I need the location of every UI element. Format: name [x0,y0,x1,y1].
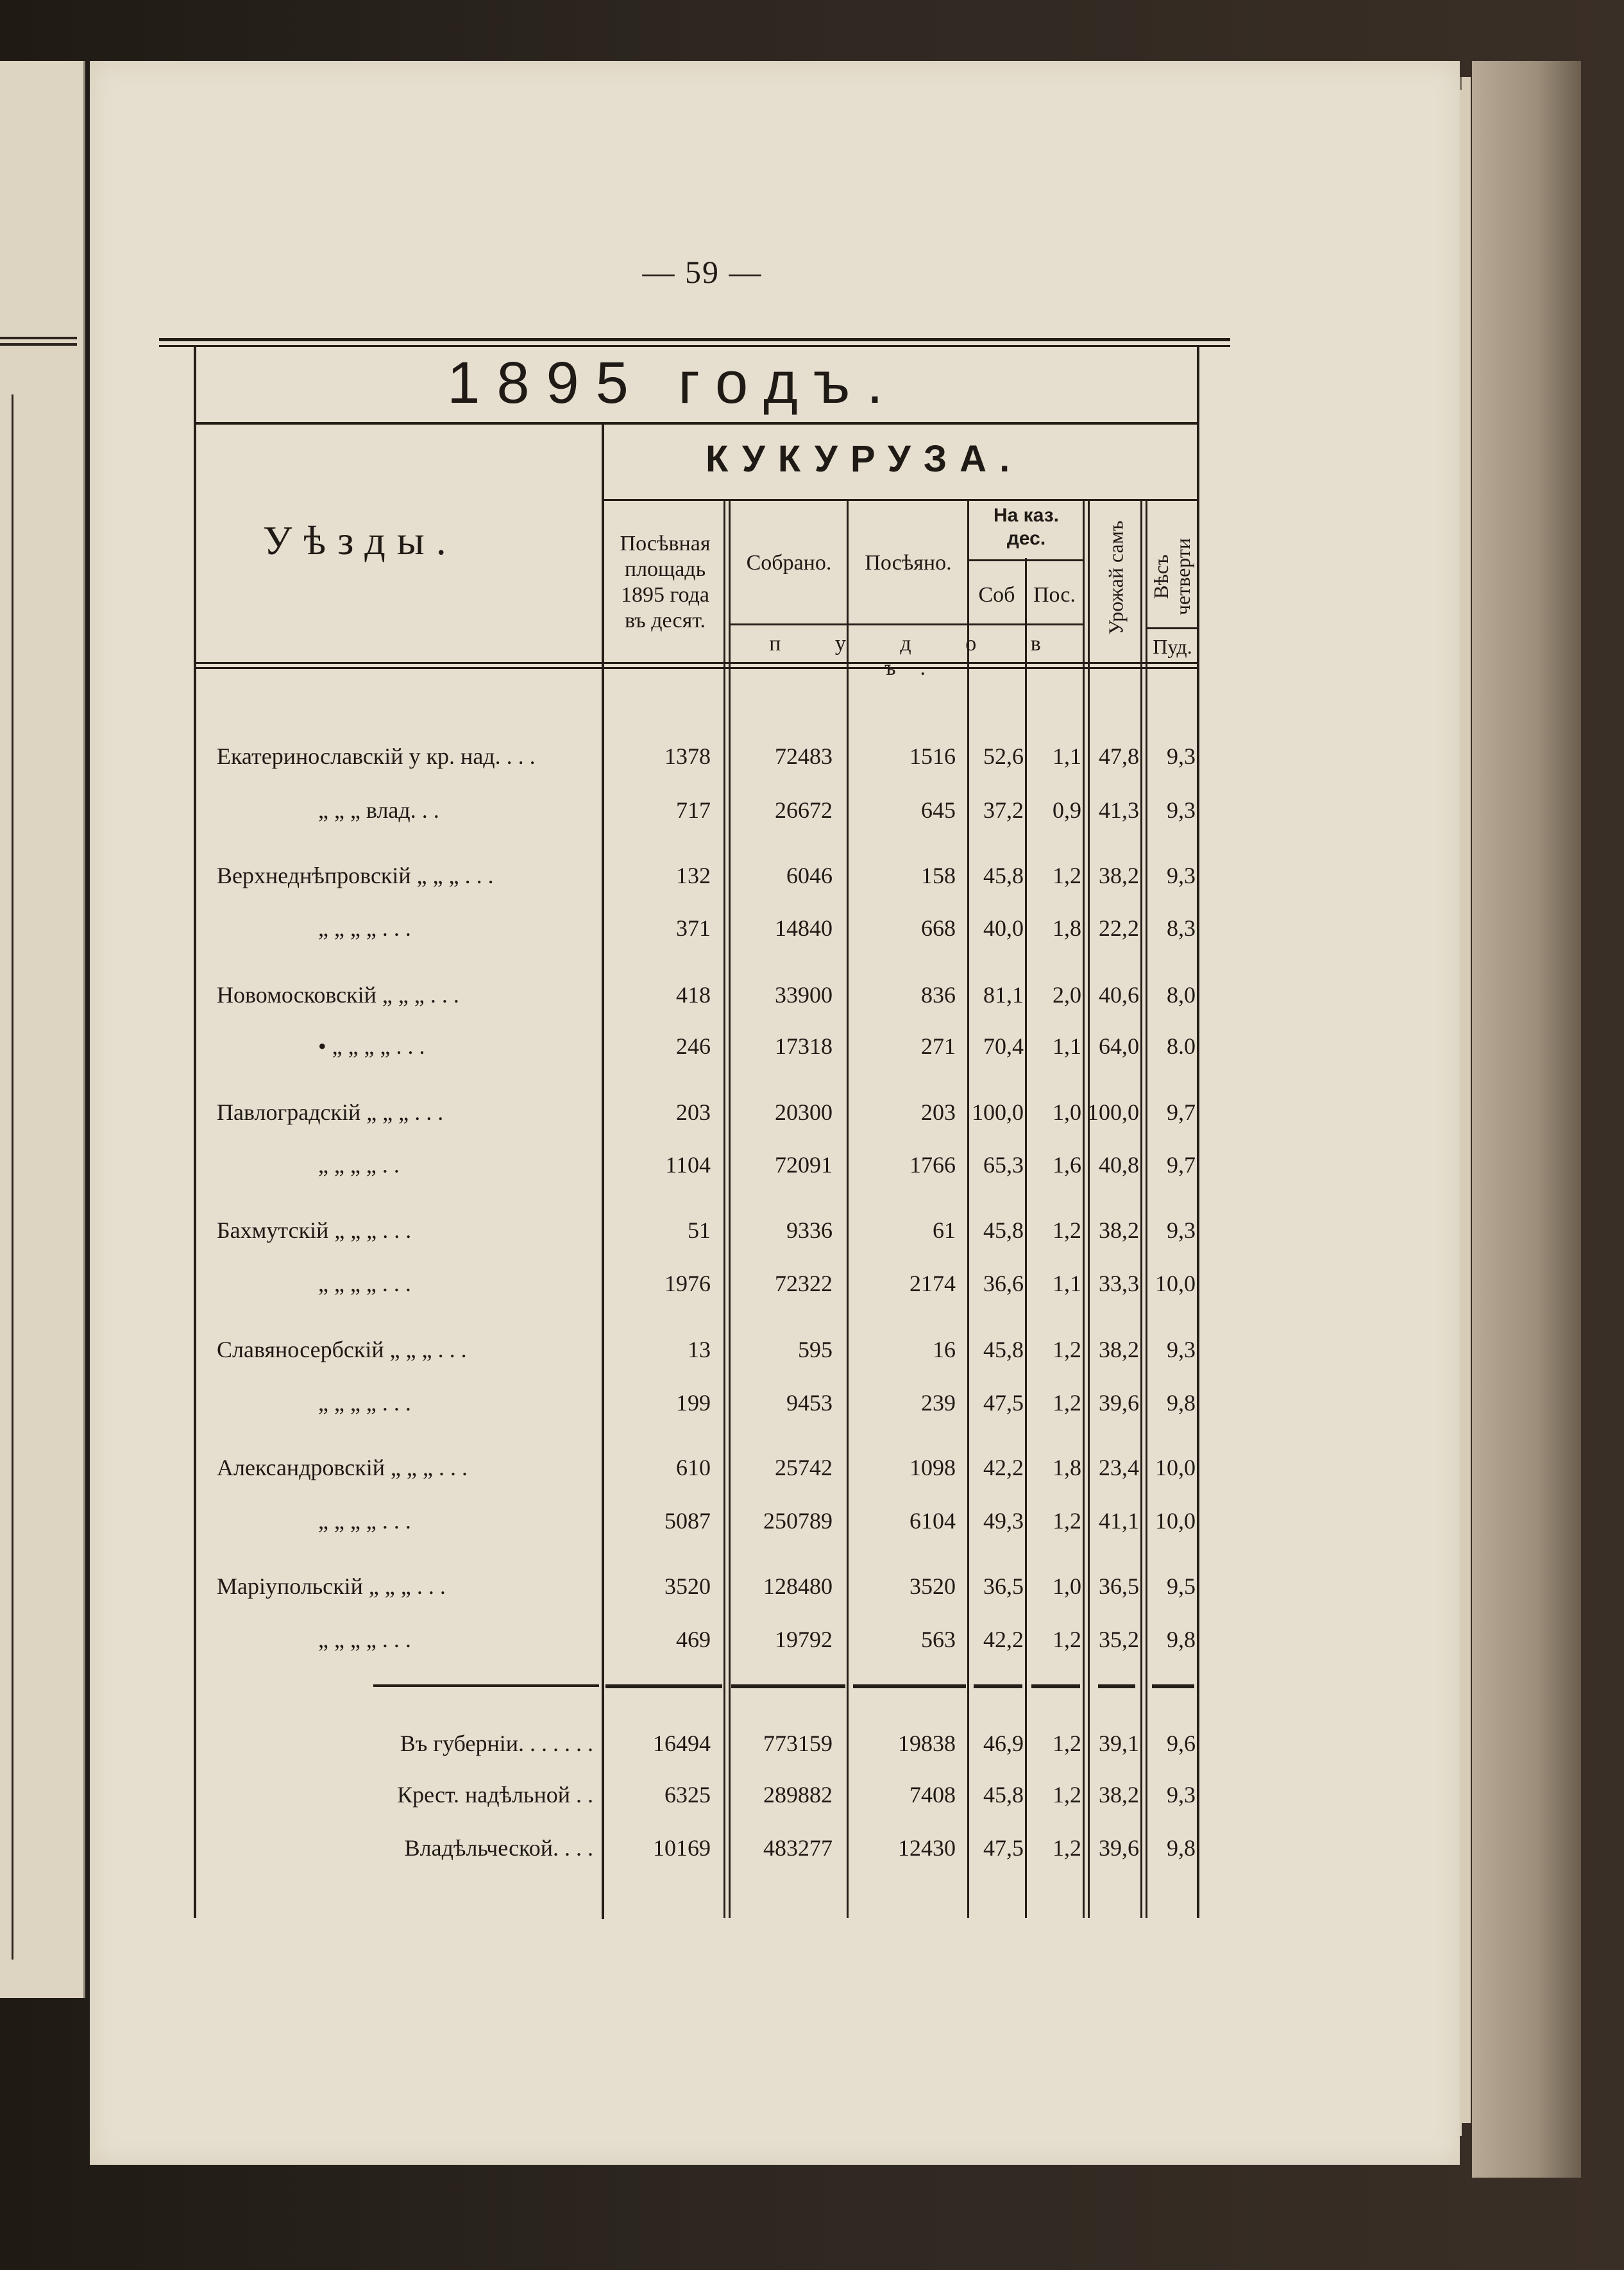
sown-cell: 158 [921,863,956,888]
per-pos-cell: 1,2 [1053,1217,1081,1243]
yield-cell: 39,1 [1099,1731,1139,1756]
yield-cell: 47,8 [1099,743,1139,769]
collected-header: Собрано. [746,551,832,575]
per-sob-cell: 45,8 [983,1782,1024,1808]
total-separator [1152,1684,1194,1688]
yield-cell: 41,3 [1099,797,1139,823]
weight-cell: 10,0 [1155,1455,1196,1480]
per-sob-cell: 45,8 [983,1337,1024,1362]
area-cell: 5087 [664,1508,711,1534]
sown-cell: 563 [921,1627,956,1652]
per-pos-cell: 1,2 [1053,1337,1081,1362]
area-header-line: Посѣвная [620,532,711,555]
poods-units-header: п у д о в ъ. [769,632,1065,680]
collected-cell: 14840 [775,915,833,941]
weight-cell: 9,7 [1167,1152,1196,1178]
column-rule [847,500,849,1918]
weight-cell: 9,3 [1167,1217,1196,1243]
table-row [0,981,1283,1026]
area-cell: 203 [676,1099,711,1125]
per-sob-cell: 100,0 [972,1099,1024,1125]
collected-cell: 483277 [763,1835,833,1861]
table-row [0,862,1283,907]
weight-cell: 9,8 [1167,1835,1196,1861]
yield-cell: 41,1 [1099,1508,1139,1534]
table-row [0,1507,1283,1552]
per-pos-cell: 1,2 [1053,1731,1081,1756]
total-label: Владѣльческой. . . . [404,1835,593,1861]
title-rule [196,422,1198,425]
sown-cell: 7408 [909,1782,956,1808]
area-cell: 3520 [664,1573,711,1599]
per-sob-cell: 45,8 [983,863,1024,888]
total-separator [605,1684,722,1688]
weight-cell: 9,3 [1167,1337,1196,1362]
sown-cell: 1766 [909,1152,956,1178]
sown-cell: 203 [921,1099,956,1125]
area-cell: 371 [676,915,711,941]
weight-cell: 9,3 [1167,797,1196,823]
collected-cell: 9453 [786,1390,833,1416]
sown-cell: 836 [921,982,956,1008]
total-row [0,1730,1283,1775]
per-sob-cell: 52,6 [983,743,1024,769]
weight-cell: 8,3 [1167,915,1196,941]
table-row [0,1033,1283,1078]
per-des-sob-header: Соб [978,583,1015,607]
area-cell: 469 [676,1627,711,1652]
page-number: — 59 — [642,254,763,290]
per-pos-cell: 1,1 [1053,743,1081,769]
sown-cell: 239 [921,1390,956,1416]
sown-cell: 19838 [898,1731,956,1756]
table-row [0,743,1283,788]
total-row [0,1781,1283,1826]
per-pos-cell: 1,0 [1053,1099,1081,1125]
district-name: Екатеринославскій у кр. над. . . . [217,743,536,769]
yield-cell: 38,2 [1099,1337,1139,1362]
per-pos-cell: 1,2 [1053,1627,1081,1652]
area-cell: 1976 [664,1271,711,1296]
area-cell: 717 [676,797,711,823]
collected-cell: 20300 [775,1099,833,1125]
per-sob-cell: 65,3 [983,1152,1024,1178]
area-cell: 199 [676,1390,711,1416]
per-pos-cell: 1,2 [1053,863,1081,888]
weight-cell: 9,7 [1167,1099,1196,1125]
area-cell: 610 [676,1455,711,1480]
table-row [0,1336,1283,1381]
collected-cell: 773159 [763,1731,833,1756]
per-pos-cell: 1,6 [1053,1152,1081,1178]
yield-cell: 38,2 [1099,1217,1139,1243]
collected-cell: 25742 [775,1455,833,1480]
area-header-line: въ десят. [624,609,706,632]
table-row [0,797,1283,842]
collected-cell: 17318 [775,1033,833,1059]
per-pos-cell: 1,1 [1053,1033,1081,1059]
column-rule [729,500,731,1918]
sown-cell: 1516 [909,743,956,769]
yield-cell: 39,6 [1099,1835,1139,1861]
area-cell: 1378 [664,743,711,769]
table-row [0,915,1283,960]
column-rule [1083,500,1085,1918]
area-header-line: площадь [624,557,706,581]
sown-cell: 1098 [909,1455,956,1480]
district-ditto: „ „ „ „ . . . [318,1390,411,1416]
table-row [0,1573,1283,1618]
collected-cell: 289882 [763,1782,833,1808]
per-pos-cell: 1,2 [1053,1508,1081,1534]
yield-cell: 39,6 [1099,1390,1139,1416]
area-cell: 13 [688,1337,711,1362]
top-rule [159,338,1230,341]
district-name: Александровскій „ „ „ . . . [217,1455,468,1480]
per-pos-cell: 1,0 [1053,1573,1081,1599]
quarter-weight-line: четверти [1171,538,1194,616]
district-name: Павлоградскій „ „ „ . . . [217,1099,444,1125]
table-row [0,1270,1283,1315]
districts-header: Уѣзды. [263,518,458,563]
yield-fold-header: Урожай самъ [1104,520,1128,635]
collected-cell: 9336 [786,1217,833,1243]
header-rule [968,559,1084,561]
collected-cell: 33900 [775,982,833,1008]
sown-cell: 645 [921,797,956,823]
collected-cell: 19792 [775,1627,833,1652]
column-rule [1088,500,1090,1918]
area-header [605,531,725,634]
district-ditto: „ „ „ „ . . . [318,1508,411,1534]
total-label: Въ губерніи. . . . . . . [400,1731,593,1756]
weight-cell: 9,8 [1167,1627,1196,1652]
weight-cell: 10,0 [1155,1271,1196,1296]
area-header-line: 1895 года [620,583,709,607]
sown-cell: 668 [921,915,956,941]
yield-cell: 38,2 [1099,863,1139,888]
district-name: Новомосковскій „ „ „ . . . [217,982,459,1008]
district-ditto: „ „ „ „ . . . [318,915,411,941]
sown-header: Посѣяно. [865,551,952,575]
area-cell: 1104 [665,1152,711,1178]
collected-cell: 595 [798,1337,833,1362]
collected-cell: 250789 [763,1508,833,1534]
table-row [0,1454,1283,1499]
per-pos-cell: 1,2 [1053,1782,1081,1808]
yield-cell: 40,6 [1099,982,1139,1008]
sown-cell: 2174 [909,1271,956,1296]
book-cover-edge [1472,61,1581,2178]
per-sob-cell: 49,3 [983,1508,1024,1534]
pud-units-header: Пуд. [1153,635,1192,658]
per-sob-cell: 45,8 [983,1217,1024,1243]
total-row [0,1834,1283,1879]
total-separator [731,1684,845,1688]
table-row [0,1151,1283,1196]
sown-cell: 3520 [909,1573,956,1599]
per-sob-cell: 81,1 [983,982,1024,1008]
district-ditto: „ „ „ „ . . . [318,1271,411,1296]
per-pos-cell: 1,8 [1053,1455,1081,1480]
sown-cell: 12430 [898,1835,956,1861]
yield-cell: 23,4 [1099,1455,1139,1480]
per-desyatina-header [968,504,1084,550]
header-rule [729,623,1084,625]
weight-cell: 9,3 [1167,1782,1196,1808]
weight-cell: 9,3 [1167,743,1196,769]
area-cell: 246 [676,1033,711,1059]
column-rule [723,500,725,1918]
weight-cell: 10,0 [1155,1508,1196,1534]
district-ditto: „ „ „ „ . . . [318,1627,411,1652]
table-row [0,1217,1283,1262]
district-ditto: • „ „ „ „ . . . [318,1033,425,1059]
collected-cell: 72091 [775,1152,833,1178]
quarter-weight-header [1150,519,1194,634]
weight-cell: 9,6 [1167,1731,1196,1756]
collected-cell: 26672 [775,797,833,823]
per-desyatina-line: дес. [1006,528,1046,549]
total-separator [974,1684,1022,1688]
total-label: Крест. надѣльной . . [397,1782,593,1808]
yield-cell: 22,2 [1099,915,1139,941]
per-sob-cell: 42,2 [983,1455,1024,1480]
collected-cell: 72322 [775,1271,833,1296]
per-pos-cell: 1,1 [1053,1271,1081,1296]
left-page-rule [0,337,77,339]
table-row [0,1389,1283,1434]
year-title: 1895 годъ. [447,350,900,416]
column-rule [1140,500,1142,1918]
area-cell: 132 [676,863,711,888]
district-name: Славяносербскій „ „ „ . . . [217,1337,467,1362]
yield-cell: 35,2 [1099,1627,1139,1652]
per-sob-cell: 37,2 [983,797,1024,823]
yield-cell: 38,2 [1099,1782,1139,1808]
area-cell: 16494 [653,1731,711,1756]
weight-cell: 9,3 [1167,863,1196,888]
yield-cell: 40,8 [1099,1152,1139,1178]
collected-cell: 128480 [763,1573,833,1599]
column-rule [1146,500,1147,1918]
per-pos-cell: 0,9 [1053,797,1081,823]
sown-cell: 16 [933,1337,956,1362]
weight-cell: 9,8 [1167,1390,1196,1416]
district-name: Верхнеднѣпровскій „ „ „ . . . [217,863,494,888]
per-sob-cell: 47,5 [983,1390,1024,1416]
per-des-pos-header: Пос. [1033,583,1076,607]
collected-cell: 72483 [775,743,833,769]
per-pos-cell: 1,2 [1053,1390,1081,1416]
per-sob-cell: 36,5 [983,1573,1024,1599]
per-sob-cell: 42,2 [983,1627,1024,1652]
total-separator [1098,1684,1135,1688]
area-cell: 6325 [664,1782,711,1808]
yield-cell: 100,0 [1087,1099,1139,1125]
sown-cell: 6104 [909,1508,956,1534]
sown-cell: 271 [921,1033,956,1059]
left-facing-page [0,61,85,1998]
yield-cell: 33,3 [1099,1271,1139,1296]
per-sob-cell: 36,6 [983,1271,1024,1296]
quarter-weight-line: Вѣсъ [1149,554,1172,599]
left-page-rule [0,343,77,346]
collected-cell: 6046 [786,863,833,888]
total-separator [373,1684,599,1687]
per-sob-cell: 47,5 [983,1835,1024,1861]
table-row [0,1099,1283,1144]
per-sob-cell: 46,9 [983,1731,1024,1756]
per-sob-cell: 40,0 [983,915,1024,941]
total-separator [1031,1684,1080,1688]
district-name: Бахмутскій „ „ „ . . . [217,1217,412,1243]
area-cell: 418 [676,982,711,1008]
per-pos-cell: 1,2 [1053,1835,1081,1861]
crop-title: КУКУРУЗА. [706,438,1023,480]
weight-cell: 8.0 [1167,1033,1196,1059]
weight-cell: 8,0 [1167,982,1196,1008]
yield-cell: 36,5 [1099,1573,1139,1599]
area-cell: 51 [688,1217,711,1243]
column-rule [967,500,969,1918]
per-pos-cell: 1,8 [1053,915,1081,941]
top-rule [159,345,1230,347]
sown-cell: 61 [933,1217,956,1243]
area-cell: 10169 [653,1835,711,1861]
district-ditto: „ „ „ влад. . . [318,797,439,823]
table-row [0,1626,1283,1671]
weight-cell: 9,5 [1167,1573,1196,1599]
district-ditto: „ „ „ „ . . [318,1152,400,1178]
per-pos-cell: 2,0 [1053,982,1081,1008]
district-name: Маріупольскій „ „ „ . . . [217,1573,446,1599]
per-sob-cell: 70,4 [983,1033,1024,1059]
total-separator [853,1684,966,1688]
yield-cell: 64,0 [1099,1033,1139,1059]
per-desyatina-line: На каз. [994,505,1059,526]
